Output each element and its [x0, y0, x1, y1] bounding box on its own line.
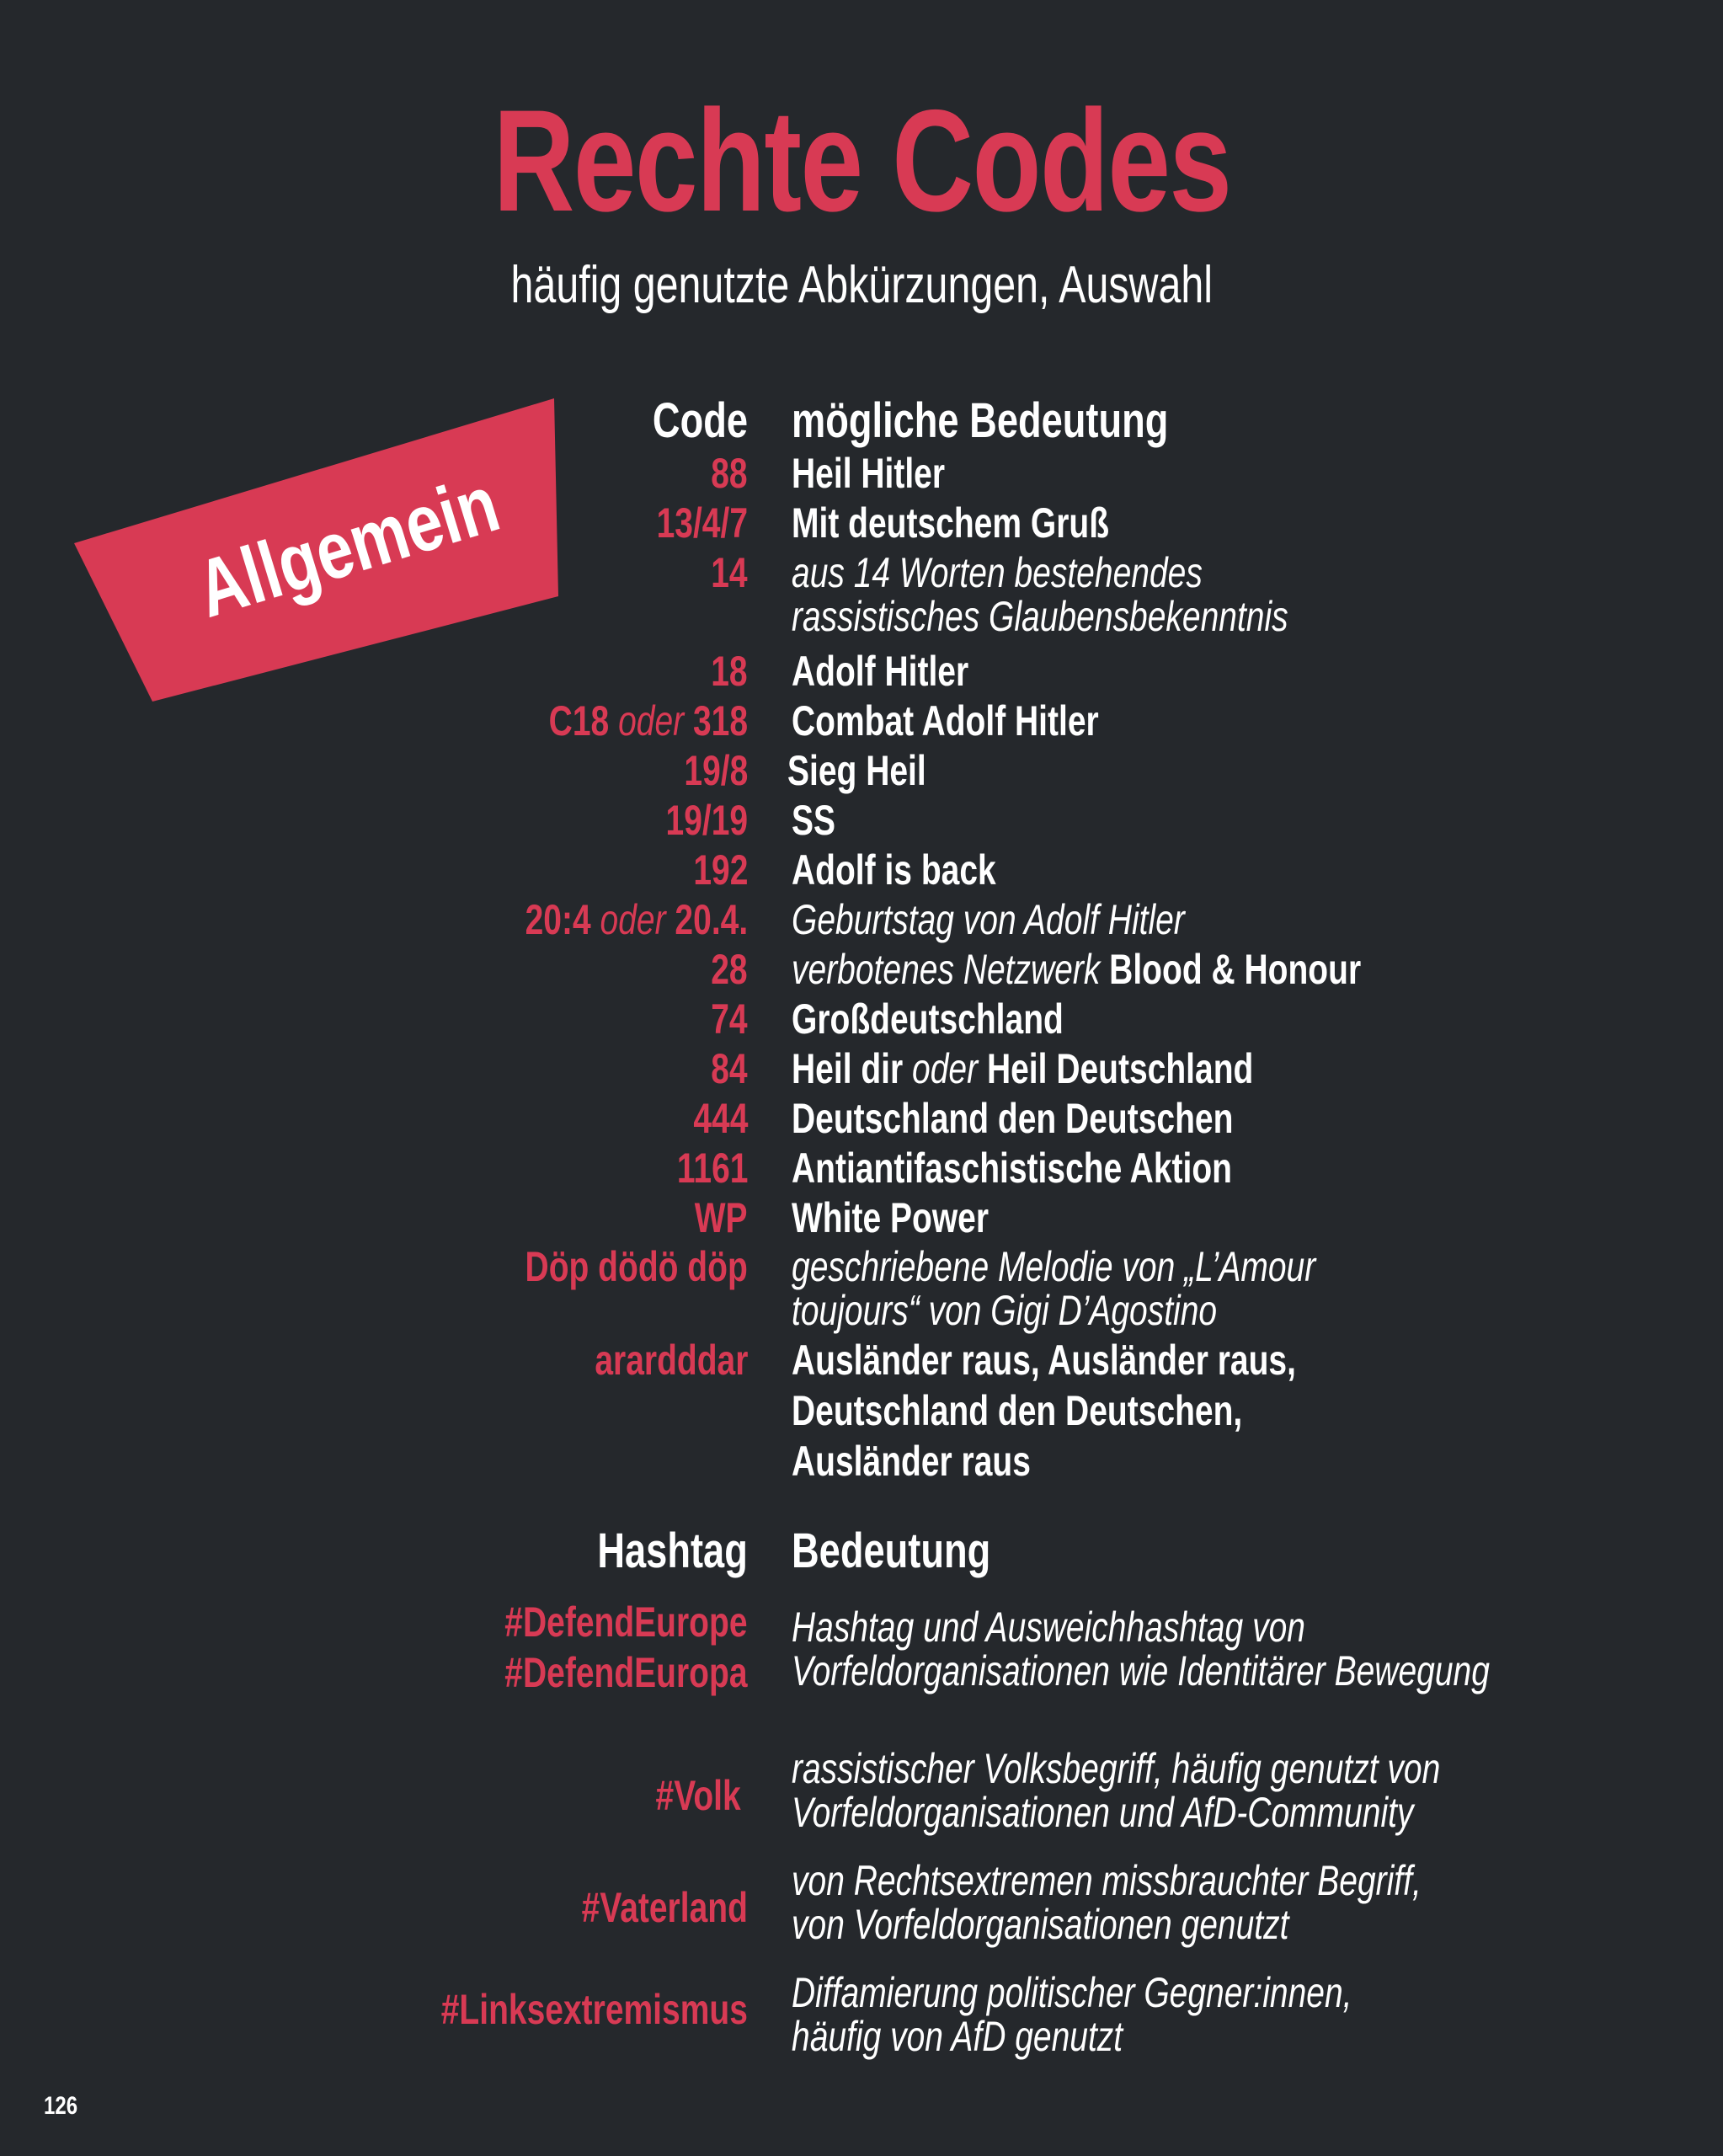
- code-cell: 84: [711, 1045, 748, 1092]
- meaning-cell-line1: Hashtag und Ausweichhashtag von: [792, 1604, 1305, 1651]
- meaning-cell-line2: Vorfeldorganisationen wie Identitärer Bewegung: [792, 1647, 1490, 1694]
- code-cell: 74: [711, 995, 748, 1043]
- meaning-cell: verbotenes Netzwerk Blood & Honour: [792, 946, 1362, 993]
- code-cell: arardddar: [594, 1337, 748, 1384]
- meaning-cell-line2: Deutschland den Deutschen,: [792, 1387, 1243, 1434]
- page-number: 126: [44, 2092, 78, 2120]
- code-cell: C18 oder 318: [548, 697, 748, 744]
- meaning-cell: Heil dir oder Heil Deutschland: [792, 1045, 1254, 1092]
- meaning-cell: White Power: [792, 1194, 990, 1241]
- code-cell: 14: [711, 549, 748, 596]
- meaning-cell-line1: rassistischer Volksbegriff, häufig genutzt von: [792, 1745, 1441, 1792]
- header-hashtag: Hashtag: [597, 1524, 748, 1578]
- meaning-cell: Heil Hitler: [792, 450, 946, 497]
- hashtag-cell-line1: #DefendEurope: [504, 1598, 748, 1646]
- header-meaning: mögliche Bedeutung: [792, 393, 1169, 448]
- meaning-cell-line2: Vorfeldorganisationen und AfD-Community: [792, 1789, 1414, 1836]
- meaning-cell: Adolf Hitler: [792, 648, 969, 695]
- code-cell: 13/4/7: [656, 499, 748, 547]
- meaning-cell: Adolf is back: [792, 846, 996, 894]
- meaning-cell: Großdeutschland: [792, 995, 1064, 1043]
- code-cell: 19/8: [684, 747, 748, 794]
- badge-label: Allgemein: [186, 458, 509, 635]
- meaning-cell: Antiantifaschistische Aktion: [792, 1145, 1232, 1192]
- code-cell: 18: [711, 648, 748, 695]
- page-subtitle: häufig genutzte Abkürzungen, Auswahl: [510, 256, 1213, 314]
- hashtag-cell-line2: #DefendEuropa: [504, 1649, 748, 1696]
- meaning-cell-line1: aus 14 Worten bestehendes: [792, 549, 1203, 596]
- meaning-cell: Sieg Heil: [787, 747, 926, 794]
- meaning-cell-line1: Diffamierung politischer Gegner:innen,: [792, 1969, 1352, 2016]
- code-cell: WP: [695, 1194, 748, 1241]
- meaning-cell-line2: häufig von AfD genutzt: [792, 2013, 1123, 2060]
- meaning-cell-line2: rassistisches Glaubensbekenntnis: [792, 593, 1288, 640]
- meaning-cell: Deutschland den Deutschen: [792, 1095, 1234, 1142]
- meaning-cell-line1: geschriebene Melodie von „L’Amour: [792, 1243, 1316, 1290]
- meaning-cell-line1: von Rechtsextremen missbrauchter Begriff,: [792, 1857, 1422, 1904]
- code-cell: 19/19: [665, 797, 748, 844]
- meaning-cell-line1: Ausländer raus, Ausländer raus,: [792, 1337, 1296, 1384]
- meaning-cell-line2: toujours“ von Gigi D’Agostino: [792, 1287, 1218, 1334]
- header-code: Code: [652, 393, 748, 448]
- code-cell: 88: [711, 450, 748, 497]
- category-badge: [72, 396, 560, 703]
- hashtag-cell: #Linksextremismus: [440, 1986, 748, 2033]
- hashtag-cell: #Vaterland: [581, 1884, 748, 1931]
- meaning-cell-line2: von Vorfeldorganisationen genutzt: [792, 1901, 1289, 1948]
- meaning-cell: Geburtstag von Adolf Hitler: [792, 896, 1185, 943]
- meaning-cell: SS: [792, 797, 836, 844]
- hashtag-cell: #Volk: [655, 1772, 741, 1819]
- code-cell: 444: [692, 1095, 748, 1142]
- code-cell: 1161: [676, 1145, 748, 1192]
- header-meaning: Bedeutung: [792, 1524, 991, 1578]
- code-cell: 28: [711, 946, 748, 993]
- code-cell: 192: [692, 846, 748, 894]
- meaning-cell: Mit deutschem Gruß: [792, 499, 1110, 547]
- meaning-cell: Combat Adolf Hitler: [792, 697, 1099, 744]
- code-cell: Döp dödö döp: [525, 1243, 748, 1290]
- meaning-cell-line3: Ausländer raus: [792, 1438, 1031, 1485]
- code-cell: 20:4 oder 20.4.: [525, 896, 748, 943]
- page-title: Rechte Codes: [493, 80, 1230, 242]
